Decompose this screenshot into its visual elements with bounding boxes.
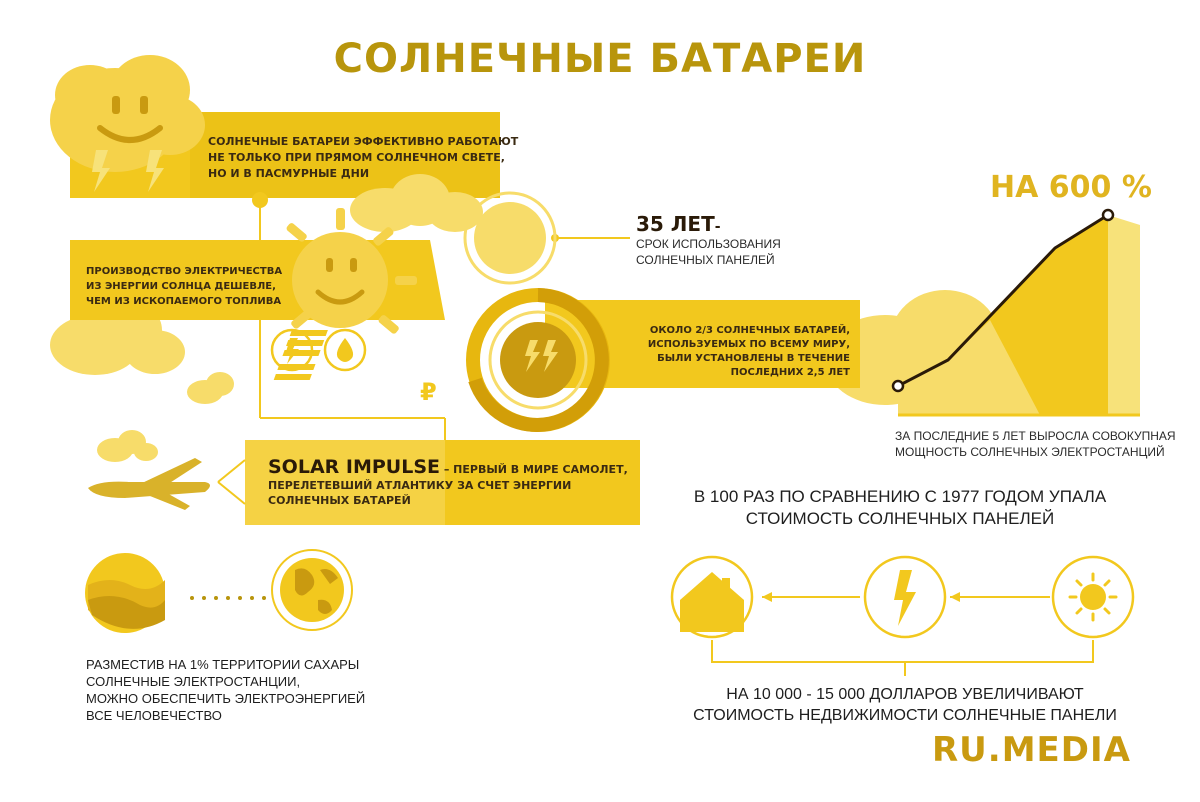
installed-text-line: ИСПОЛЬЗУЕМЫХ ПО ВСЕМУ МИРУ, [647, 339, 850, 350]
cheaper-text [86, 264, 282, 309]
desert-icon [85, 553, 165, 633]
cost-drop-line: В 100 РАЗ ПО СРАВНЕНИЮ С 1977 ГОДОМ УПАЛА [693, 487, 1107, 506]
lifespan-block [636, 212, 781, 268]
globe-icon [272, 550, 352, 630]
sahara-text [86, 656, 365, 724]
installed-text-line: ПОСЛЕДНИХ 2,5 ЛЕТ [730, 367, 850, 378]
sahara-text-line: СОЛНЕЧНЫЕ ЭЛЕКТРОСТАНЦИИ, [86, 674, 301, 689]
property-text-line: НА 10 000 - 15 000 ДОЛЛАРОВ УВЕЛИЧИВАЮТ [726, 686, 1084, 703]
cloud-icon [97, 430, 158, 462]
impulse-rest: – ПЕРВЫЙ В МИРЕ САМОЛЕТ, [440, 463, 628, 476]
cloudy-text-line: НЕ ТОЛЬКО ПРИ ПРЯМОМ СОЛНЕЧНОМ СВЕТЕ, [208, 151, 505, 164]
cheaper-text-line: ИЗ ЭНЕРГИИ СОЛНЦА ДЕШЕВЛЕ, [86, 281, 276, 292]
sahara-text-line: ВСЕ ЧЕЛОВЕЧЕСТВО [86, 708, 222, 723]
installed-text-line: БЫЛИ УСТАНОВЛЕНЫ В ТЕЧЕНИЕ [657, 353, 850, 364]
lightning-icon [865, 557, 945, 637]
impulse-line: СОЛНЕЧНЫХ БАТАРЕЙ [268, 494, 411, 507]
impulse-name: SOLAR IMPULSE [268, 456, 440, 478]
installed-text-line: ОКОЛО 2/3 СОЛНЕЧНЫХ БАТАРЕЙ, [649, 325, 850, 336]
cheaper-text-line: ЧЕМ ИЗ ИСКОПАЕМОГО ТОПЛИВА [86, 296, 282, 307]
lifespan-line: СРОК ИСПОЛЬЗОВАНИЯ [636, 237, 781, 251]
cloudy-text-line: СОЛНЕЧНЫЕ БАТАРЕИ ЭФФЕКТИВНО РАБОТАЮТ [208, 135, 519, 148]
lifespan-value: 35 ЛЕТ [636, 212, 715, 236]
house-icon [672, 557, 752, 637]
growth-caption-line: ЗА ПОСЛЕДНИЕ 5 ЛЕТ ВЫРОСЛА СОВОКУПНАЯ [895, 429, 1176, 443]
growth-caption [895, 428, 1176, 460]
property-text [670, 684, 1140, 726]
impulse-text [268, 456, 628, 508]
page-title: СОЛНЕЧНЫЕ БАТАРЕИ [333, 36, 867, 82]
lifespan-line: СОЛНЕЧНЫХ ПАНЕЛЕЙ [636, 253, 775, 267]
growth-headline: НА 600 % [990, 170, 1152, 205]
cost-drop-text [670, 486, 1130, 530]
sahara-text-line: МОЖНО ОБЕСПЕЧИТЬ ЭЛЕКТРОЭНЕРГИЕЙ [86, 691, 366, 706]
cost-drop-line: СТОИМОСТЬ СОЛНЕЧНЫХ ПАНЕЛЕЙ [745, 509, 1055, 528]
sun-icon [1053, 557, 1133, 637]
money-stack-icon [274, 330, 328, 380]
lifespan-dash: - [714, 219, 721, 235]
property-text-line: СТОИМОСТЬ НЕДВИЖИМОСТИ СОЛНЕЧНЫЕ ПАНЕЛИ [693, 707, 1117, 724]
airplane-icon [88, 458, 210, 510]
drop-icon [325, 330, 365, 370]
installed-text [630, 324, 850, 380]
sahara-text-line: РАЗМЕСТИВ НА 1% ТЕРРИТОРИИ САХАРЫ [86, 657, 360, 672]
lifespan-circle [465, 193, 555, 283]
cheaper-text-line: ПРОИЗВОДСТВО ЭЛЕКТРИЧЕСТВА [86, 266, 283, 277]
cloudy-text-line: НО И В ПАСМУРНЫЕ ДНИ [208, 167, 370, 180]
dotted-connector [190, 596, 266, 600]
brand-logo: RU.MEDIA [932, 730, 1131, 770]
growth-caption-line: МОЩНОСТЬ СОЛНЕЧНЫХ ЭЛЕКТРОСТАНЦИЙ [895, 445, 1165, 459]
impulse-line: ПЕРЕЛЕТЕВШИЙ АТЛАНТИКУ ЗА СЧЕТ ЭНЕРГИИ [268, 479, 572, 492]
ruble-symbol: ₽ [420, 378, 437, 406]
cloudy-text [208, 134, 518, 182]
cloud-icon [187, 372, 234, 404]
